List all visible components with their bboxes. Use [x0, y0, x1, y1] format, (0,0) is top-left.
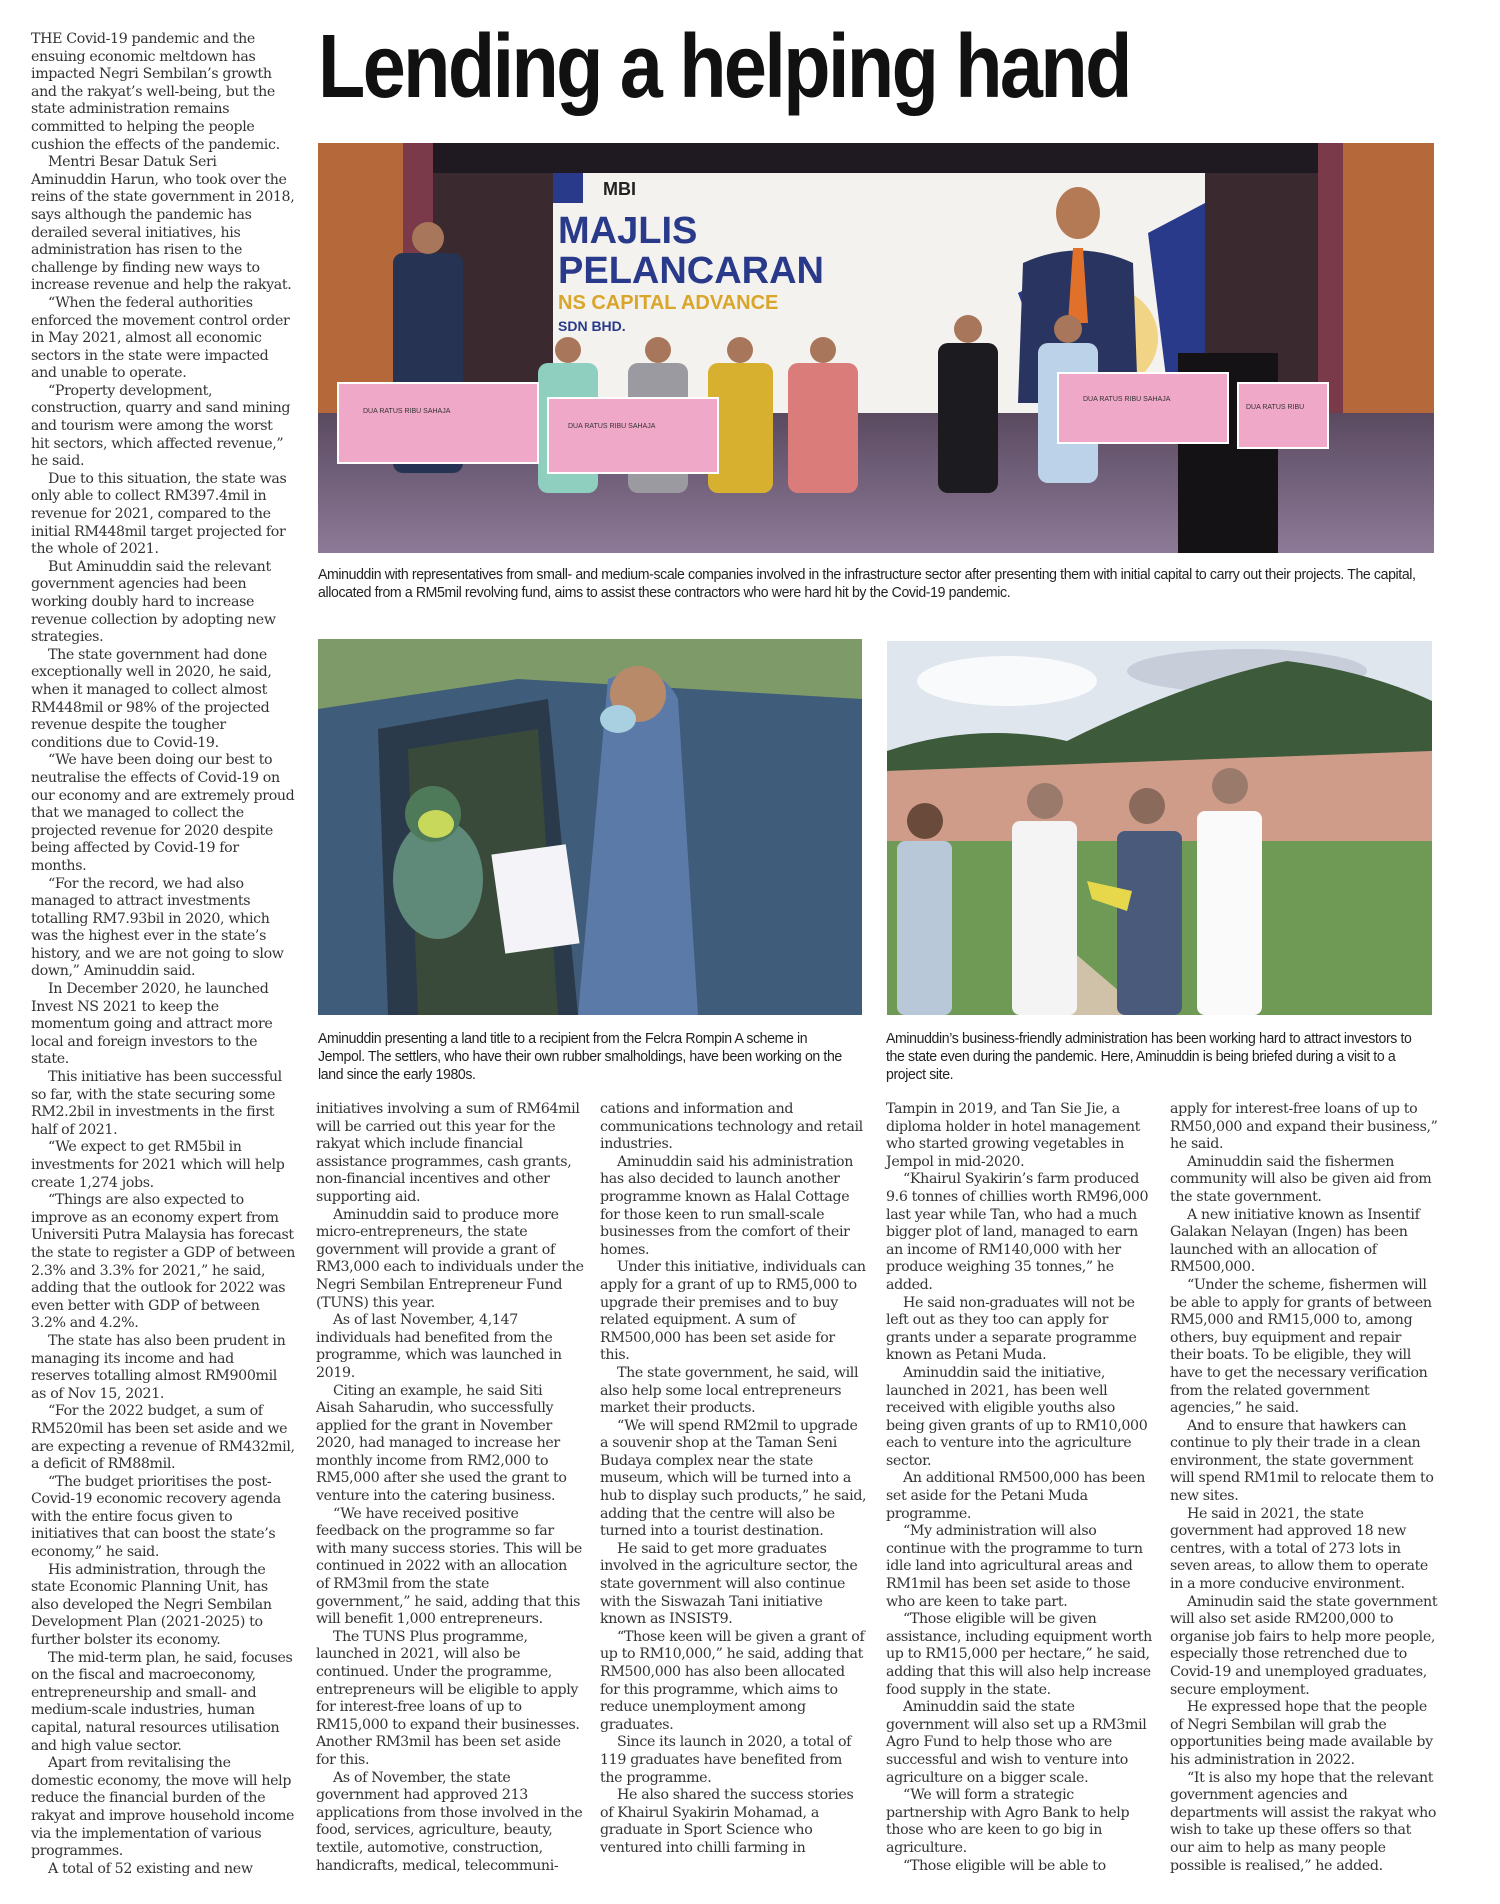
article-paragraph: Aminuddin said his administration has also decided to launch another programme known as Halal Cottage for those keen to run small-scale businesses from the comfort of their homes.: [600, 1153, 853, 1258]
article-column-bottom-2: [600, 1101, 868, 1858]
article-paragraph: He said to get more graduates involved in the agriculture sector, the state government will also continue with the Siswazah Tani initiative known as INSIST9.: [600, 1540, 858, 1628]
article-paragraph: “We have received positive feedback on the programme so far with many success stories. This will be continued in 2022 with an allocation of RM3mil from the state government,” he said, adding that this will benefit 1,000 entrepreneurs.: [316, 1505, 582, 1628]
article-paragraph: “My administration will also continue with the programme to turn idle land into agricultural areas and RM1mil has been set aside to those who are keen to take part.: [886, 1523, 1143, 1610]
project-site-illustration: [887, 641, 1432, 1015]
article-paragraph: Aminuddin said to produce more micro-entrepreneurs, the state government will provide a grant of RM3,000 each to individuals under the Negri Sembilan Entrepreneur Fund (TUNS) this year.: [316, 1206, 584, 1311]
article-paragraph: Tampin in 2019, and Tan Sie Jie, a diploma holder in hotel management who started growing vegetables in Jempol in mid-2020.: [886, 1101, 1140, 1170]
article-column-left: [31, 31, 295, 1878]
article-paragraph: His administration, through the state Economic Planning Unit, has also developed the Negri Sembilan Development Plan (2021-2025) to further bolster its economy.: [31, 1561, 272, 1649]
article-column-bottom-3: [886, 1101, 1154, 1875]
article-paragraph: Apart from revitalising the domestic economy, the move will help reduce the financial burden of the rakyat and improve household income via the implementation of various programmes.: [31, 1755, 295, 1860]
article-paragraph: He said in 2021, the state government had approved 18 new centres, with a total of 273 lots in seven areas, to allow them to operate in a more conducive environment.: [1170, 1505, 1428, 1593]
article-paragraph: An additional RM500,000 has been set aside for the Petani Muda programme.: [886, 1470, 1146, 1522]
cheque-text-2: DUA RATUS RIBU SAHAJA: [568, 423, 656, 430]
article-paragraph: cations and information and communications technology and retail industries.: [600, 1101, 863, 1153]
cheque-presentation-illustration: [318, 143, 1434, 553]
cheque-text-1: DUA RATUS RIBU SAHAJA: [363, 408, 451, 415]
article-paragraph: Due to this situation, the state was only able to collect RM397.4mil in revenue for 2021, compared to the initial RM448mil target projected for the whole of 2021.: [31, 470, 287, 558]
photo-caption-land-title: Aminuddin presenting a land title to a recipient from the Felcra Rompin A scheme in Jempol. The settlers, who have their own rubber smalholdings, have been working on the land since the early 1980s.: [318, 1030, 842, 1083]
article-paragraph: He expressed hope that the people of Negri Sembilan will grab the opportunities being made available by his administration in 2022.: [1170, 1699, 1433, 1768]
article-paragraph: “We have been doing our best to neutralise the effects of Covid-19 on our economy and are extremely proud that we managed to collect the projected revenue for 2020 despite being affected by Covid-19 for months.: [31, 752, 295, 874]
mbi-logo: MBI: [603, 179, 636, 199]
article-paragraph: Mentri Besar Datuk Seri Aminuddin Harun, who took over the reins of the state government in 2018, says although the pandemic has derailed several initiatives, his administration has risen to the challenge by finding new ways to increase revenue and help the rakyat.: [31, 154, 295, 294]
cheque-text-3: DUA RATUS RIBU SAHAJA: [1083, 396, 1171, 403]
article-paragraph: Aminuddin said the fishermen community will also be given aid from the state government.: [1170, 1153, 1432, 1205]
article-paragraph: “Those eligible will be given assistance, including equipment worth up to RM15,000 per hectare,” he said, adding that this will also help increase food supply in the state.: [886, 1611, 1152, 1698]
article-headline: Lending a helping hand: [318, 17, 1130, 117]
article-paragraph: initiatives involving a sum of RM64mil will be carried out this year for the rakyat which include financial assistance programmes, cash grants, non-financial incentives and other supporting aid.: [316, 1101, 580, 1205]
article-paragraph: He also shared the success stories of Khairul Syakirin Mohamad, a graduate in Sport Science who ventured into chilli farming in: [600, 1787, 854, 1856]
article-column-bottom-4: [1170, 1101, 1438, 1875]
article-paragraph: This initiative has been successful so far, with the state securing some RM2.2bil in investments in the first half of 2021.: [31, 1069, 282, 1138]
article-paragraph: But Aminuddin said the relevant government agencies had been working doubly hard to increase revenue collection by adopting new strategies.: [31, 558, 276, 646]
article-paragraph: The state government had done exceptionally well in 2020, he said, when it managed to collect almost RM448mil or 98% of the projected revenue despite the tougher conditions due to Covid-19.: [31, 646, 272, 751]
article-paragraph: “Under the scheme, fishermen will be able to apply for grants of between RM5,000 and RM15,000 to, among others, buy equipment and repair their boats. To be eligible, they will have to get the necessary verification from the related government agencies,” he said.: [1170, 1276, 1432, 1417]
photo-cheque-presentation: [318, 143, 1434, 553]
article-paragraph: As of last November, 4,147 individuals had benefited from the programme, which was launched in 2019.: [316, 1312, 562, 1381]
article-paragraph: As of November, the state government had approved 213 applications from those involved in the food, services, agriculture, beauty, textile, automotive, construction, handicrafts, medical, telecommuni-: [316, 1769, 583, 1874]
article-paragraph: In December 2020, he launched Invest NS 2021 to keep the momentum going and attract more local and foreign investors to the state.: [31, 981, 273, 1068]
land-title-illustration: [318, 639, 862, 1015]
article-paragraph: “Khairul Syakirin’s farm produced 9.6 tonnes of chillies worth RM96,000 last year while Tan, who had a much bigger plot of land, managed to earn an income of RM140,000 with her produce weighing 35 tonnes,” he added.: [886, 1171, 1149, 1293]
article-paragraph: A new initiative known as Insentif Galakan Nelayan (Ingen) has been launched with an allocation of RM500,000.: [1170, 1206, 1420, 1276]
article-paragraph: Aminuddin said the initiative, launched in 2021, has been well received with eligible youths also being given grants of up to RM10,000 each to venture into the agriculture sector.: [886, 1364, 1148, 1469]
article-paragraph: “We will spend RM2mil to upgrade a souvenir shop at the Taman Seni Budaya complex near the state museum, which will be turned into a hub to display such products,” he said, adding that the centre will also be turned into a tourist destination.: [600, 1417, 867, 1540]
photo-land-title-presentation: [318, 639, 862, 1015]
article-paragraph: The TUNS Plus programme, launched in 2021, will also be continued. Under the programme, entrepreneurs will be eligible to apply for interest-free loans of up to RM15,000 to expand their businesses. Another RM3mil has been set aside for this.: [316, 1628, 580, 1768]
article-paragraph: “The budget prioritises the post-Covid-19 economic recovery agenda with the entire focus given to initiatives that can boost the state’s economy,” he said.: [31, 1473, 281, 1561]
backdrop-subtitle2: SDN BHD.: [558, 318, 626, 334]
photo-project-site-visit: [887, 641, 1432, 1015]
photo-caption-project-site: Aminuddin’s business-friendly administration has been working hard to attract investors to the state even during the pandemic. Here, Aminuddin is being briefed during a visit to a project site.: [886, 1030, 1412, 1083]
article-paragraph: “For the record, we had also managed to attract investments totalling RM7.93bil in 2020, which was the highest ever in the state’s history, and we are not going to slow down,” Aminuddin said.: [31, 875, 284, 980]
article-paragraph: “Things are also expected to improve as an economy expert from Universiti Putra Malaysia has forecast the state to register a GDP of between 2.3% and 3.3% for 2021,” he said, adding that the outlook for 2022 was even better with GDP of between 3.2% and 4.2%.: [31, 1192, 296, 1332]
article-paragraph: Aminuddin said the state government will also set up a RM3mil Agro Fund to help those who are successful and wish to venture into agriculture on a bigger scale.: [886, 1699, 1147, 1786]
article-paragraph: “Property development, construction, quarry and sand mining and tourism were among the worst hit sectors, which affected revenue,” he said.: [31, 382, 291, 470]
backdrop-title-line2: PELANCARAN: [558, 250, 824, 292]
article-paragraph: He said non-graduates will not be left out as they too can apply for grants under a separate programme known as Petani Muda.: [886, 1294, 1137, 1364]
article-paragraph: A total of 52 existing and new: [48, 1860, 253, 1877]
article-paragraph: THE Covid-19 pandemic and the ensuing economic meltdown has impacted Negri Sembilan’s growth and the rakyat’s well-being, but the state administration remains committed to helping the people cushion the effects of the pandemic.: [31, 31, 280, 153]
article-paragraph: “Those eligible will be able to: [903, 1857, 1106, 1874]
article-paragraph: The state government, he said, will also help some local entrepreneurs market their products.: [600, 1364, 859, 1417]
article-paragraph: “Those keen will be given a grant of up to RM10,000,” he said, adding that RM500,000 has also been allocated for this programme, which aims to reduce unemployment among graduates.: [600, 1628, 865, 1733]
article-paragraph: And to ensure that hawkers can continue to ply their trade in a clean environment, the state government will spend RM1mil to relocate them to new sites.: [1170, 1417, 1434, 1505]
article-paragraph: Under this initiative, individuals can apply for a grant of up to RM5,000 to upgrade their premises and to buy related equipment. A sum of RM500,000 has been set aside for this.: [600, 1259, 866, 1364]
article-paragraph: apply for interest-free loans of up to RM50,000 and expand their business,” he said.: [1170, 1101, 1438, 1153]
backdrop-title-line1: MAJLIS: [558, 210, 698, 252]
article-paragraph: Aminudin said the state government will also set aside RM200,000 to organise job fairs to help more people, especially those retrenched due to Covid-19 and unemployed graduates, secure employment.: [1170, 1593, 1438, 1698]
article-column-bottom-1: [316, 1101, 584, 1875]
article-paragraph: The mid-term plan, he said, focuses on the fiscal and macroeconomy, entrepreneurship and small- and medium-scale industries, human capital, natural resources utilisation and high value sector.: [31, 1649, 293, 1754]
photo-caption-main: Aminuddin with representatives from small- and medium-scale companies involved in the infrastructure sector after presenting them with initial capital to carry out their projects. The capital, allocated from a RM5mil revolving fund, aims to assist these contractors who were hard hit by the Covid-19 pandemic.: [318, 566, 1416, 601]
backdrop-subtitle: NS CAPITAL ADVANCE: [558, 292, 779, 314]
article-paragraph: Citing an example, he said Siti Aisah Saharudin, who successfully applied for the grant in November 2020, had managed to increase her monthly income from RM2,000 to RM5,000 after she used the grant to venture into the catering business.: [316, 1382, 567, 1505]
article-paragraph: “For the 2022 budget, a sum of RM520mil has been set aside and we are expecting a revenue of RM432mil, a deficit of RM88mil.: [31, 1403, 295, 1473]
article-paragraph: “When the federal authorities enforced the movement control order in May 2021, almost all economic sectors in the state were impacted and unable to operate.: [31, 294, 290, 382]
article-paragraph: “We will form a strategic partnership with Agro Bank to help those who are keen to go big in agriculture.: [886, 1787, 1130, 1856]
article-paragraph: Since its launch in 2020, a total of 119 graduates have benefited from the programme.: [600, 1734, 852, 1786]
cheque-text-4: DUA RATUS RIBU: [1246, 404, 1305, 411]
article-paragraph: The state has also been prudent in managing its income and had reserves totalling almost RM900mil as of Nov 15, 2021.: [31, 1332, 286, 1402]
article-paragraph: “We expect to get RM5bil in investments for 2021 which will help create 1,274 jobs.: [31, 1139, 285, 1191]
article-paragraph: “It is also my hope that the relevant government agencies and departments will assist the rakyat who wish to take up these offers so that our aim to help as many people possible is realised,” he added.: [1170, 1769, 1437, 1874]
